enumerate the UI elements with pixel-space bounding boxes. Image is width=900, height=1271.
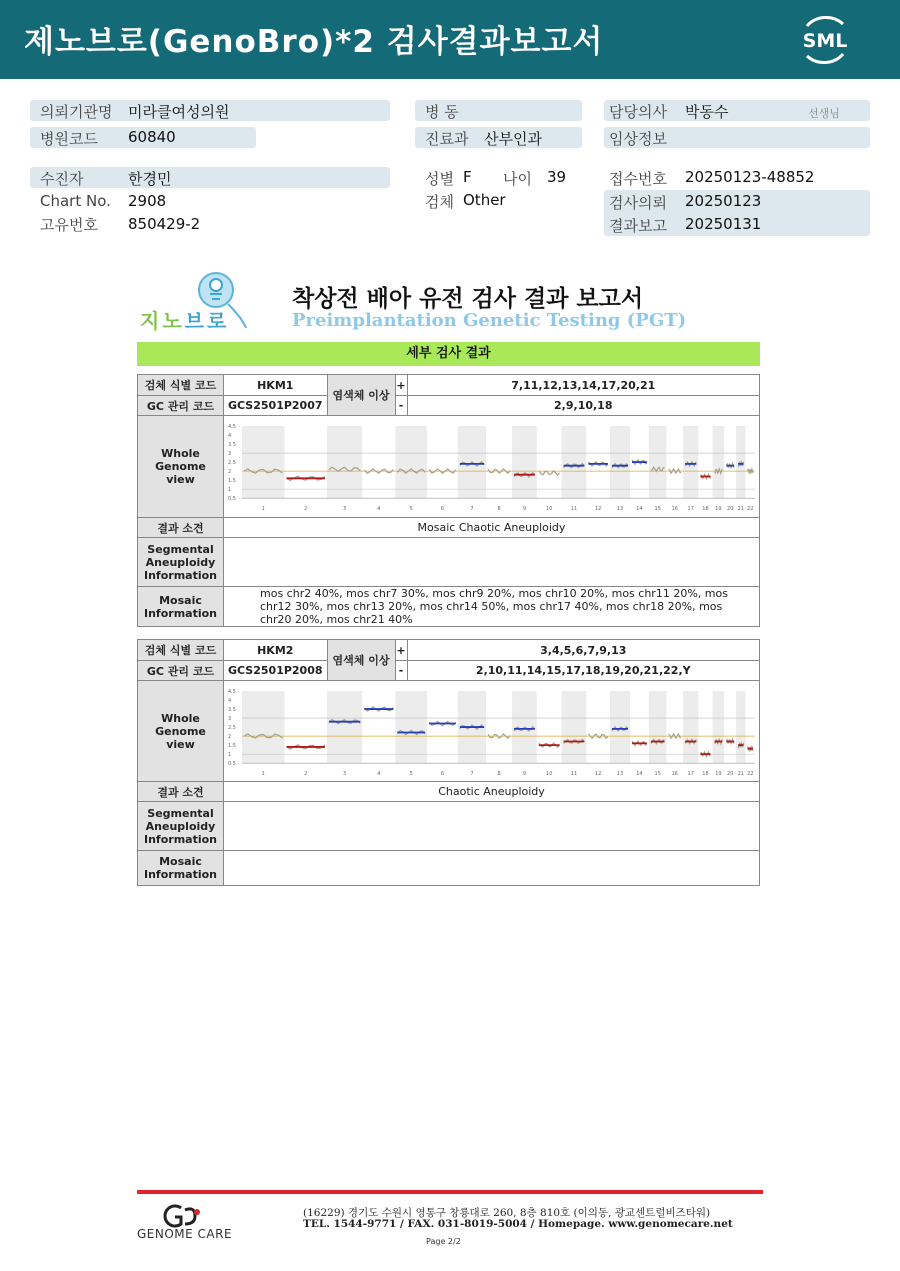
gc-code-label: GC 관리 코드: [138, 396, 224, 416]
chromosome-band: [427, 691, 458, 763]
chromosome-band: [630, 691, 649, 763]
y-tick-label: 0.5: [228, 496, 236, 503]
chromosome-band: [713, 426, 725, 498]
report-date-value: 20250131: [685, 215, 762, 233]
reception-value: 20250123-48852: [685, 168, 815, 186]
x-tick-label: 19: [715, 771, 722, 778]
specimen-value: Other: [463, 191, 506, 209]
x-tick-label: 22: [747, 506, 754, 513]
request-label: 검사의뢰: [609, 194, 667, 212]
x-tick-label: 20: [727, 506, 734, 513]
x-tick-label: 17: [687, 771, 694, 778]
x-tick-label: 8: [497, 506, 501, 513]
x-tick-label: 14: [636, 506, 643, 513]
y-tick-label: 1: [228, 752, 232, 759]
ward-label: 병 동: [425, 103, 459, 121]
x-tick-label: 8: [497, 771, 501, 778]
y-tick-label: 3.5: [228, 707, 236, 714]
y-tick-label: 1.5: [228, 743, 236, 750]
chromosome-band: [486, 691, 512, 763]
x-tick-label: 22: [747, 771, 754, 778]
whole-genome-plot: [226, 418, 757, 514]
report-header-title: 제노브로(GenoBro)*2 검사결과보고서: [24, 24, 604, 60]
chromosome-band: [284, 426, 326, 498]
sample-table: [137, 639, 760, 886]
id-value: 850429-2: [128, 215, 201, 233]
gain-sign: +: [395, 375, 407, 396]
id-code-label: 검체 식별 코드: [138, 640, 224, 661]
chromosome-band: [362, 426, 395, 498]
x-tick-label: 21: [737, 506, 745, 513]
chromosome-band: [512, 426, 537, 498]
chromosome-band: [586, 426, 610, 498]
chromosome-band: [562, 426, 587, 498]
segmental-label: Segmental Aneuploidy Information: [138, 802, 224, 851]
x-tick-label: 15: [654, 506, 661, 513]
chromosome-band: [649, 426, 667, 498]
mosaic-label: Mosaic Information: [138, 851, 224, 886]
report-header: [0, 0, 900, 79]
x-tick-label: 15: [654, 771, 661, 778]
whole-genome-plot: [226, 683, 757, 779]
gc-code-value: GCS2501P2007: [224, 396, 328, 416]
gain-sign: +: [395, 640, 407, 661]
x-tick-label: 1: [261, 771, 265, 778]
chromosome-band: [736, 691, 745, 763]
loss-chromosomes: 2,9,10,18: [407, 396, 759, 416]
id-code-value: HKM2: [224, 640, 328, 661]
loss-chromosomes: 2,10,11,14,15,17,18,19,20,21,22,Y: [407, 661, 759, 681]
loss-sign: -: [395, 396, 407, 416]
x-tick-label: 12: [594, 771, 602, 778]
patient-value: 한경민: [128, 170, 172, 188]
y-tick-label: 0.5: [228, 761, 236, 768]
y-tick-label: 1: [228, 487, 232, 494]
whole-genome-label: Whole Genome view: [138, 416, 224, 518]
x-tick-label: 6: [440, 771, 445, 778]
age-value: 39: [547, 168, 567, 186]
chromosome-band: [746, 691, 755, 763]
x-tick-label: 6: [440, 506, 445, 513]
y-tick-label: 1.5: [228, 478, 236, 485]
x-tick-label: 13: [616, 506, 624, 513]
finding-value: Chaotic Aneuploidy: [224, 782, 760, 802]
y-tick-label: 3.5: [228, 442, 236, 449]
chromosome-band: [667, 691, 684, 763]
x-tick-label: 9: [522, 506, 527, 513]
chromosome-band: [610, 426, 630, 498]
x-tick-label: 16: [671, 506, 678, 513]
segmental-label: Segmental Aneuploidy Information: [138, 538, 224, 587]
sex-value: F: [463, 168, 472, 186]
report-title: 착상전 배아 유전 검사 결과 보고서: [292, 286, 644, 312]
x-tick-label: 16: [671, 771, 678, 778]
x-tick-label: 3: [343, 771, 347, 778]
institution-label: 의뢰기관명: [40, 103, 113, 121]
x-tick-label: 4: [377, 506, 381, 513]
x-tick-label: 5: [409, 771, 413, 778]
chromosome-band: [395, 691, 427, 763]
chromosome-band: [242, 691, 284, 763]
x-tick-label: 3: [343, 506, 347, 513]
x-tick-label: 7: [470, 771, 474, 778]
chromosome-band: [562, 691, 587, 763]
whole-genome-label: Whole Genome view: [138, 681, 224, 782]
x-tick-label: 7: [470, 506, 474, 513]
y-tick-label: 2.5: [228, 725, 236, 732]
finding-label: 결과 소견: [138, 518, 224, 538]
loss-sign: -: [395, 661, 407, 681]
report-date-label: 결과보고: [609, 217, 667, 235]
id-code-value: HKM1: [224, 375, 328, 396]
chromosome-band: [327, 426, 362, 498]
x-tick-label: 11: [570, 771, 578, 778]
dept-value: 산부인과: [484, 130, 542, 148]
segmental-value: [224, 538, 760, 587]
doctor-value: 박동수: [685, 103, 729, 121]
chromosome-band: [649, 691, 667, 763]
chromosome-band: [486, 426, 512, 498]
chromosome-band: [683, 691, 698, 763]
gc-code-value: GCS2501P2008: [224, 661, 328, 681]
specimen-label: 검체: [425, 193, 454, 211]
y-tick-label: 2: [228, 469, 232, 476]
chromosome-band: [746, 426, 755, 498]
sample-table: [137, 374, 760, 627]
institution-value: 미라클여성의원: [128, 103, 230, 121]
page-number: Page 2/2: [426, 1237, 461, 1246]
abnormality-label: 염색체 이상: [327, 375, 395, 416]
doctor-suffix: 선생님: [808, 107, 840, 120]
hospital-code-label: 병원코드: [40, 130, 98, 148]
chromosome-band: [586, 691, 610, 763]
chart-label: Chart No.: [40, 192, 111, 210]
x-tick-label: 11: [570, 506, 578, 513]
mosaic-value: [224, 851, 760, 886]
report-subtitle: Preimplantation Genetic Testing (PGT): [292, 310, 687, 331]
y-tick-label: 4.5: [228, 424, 236, 431]
doctor-label: 담당의사: [609, 103, 667, 121]
mosaic-label: Mosaic Information: [138, 587, 224, 627]
chromosome-band: [427, 426, 458, 498]
chromosome-band: [713, 691, 725, 763]
chromosome-band: [327, 691, 362, 763]
chart-value: 2908: [128, 192, 167, 210]
sml-logo-text: SML: [802, 30, 848, 52]
chromosome-band: [537, 426, 562, 498]
y-tick-label: 3: [228, 716, 232, 723]
y-tick-label: 2: [228, 734, 232, 741]
chromosome-band: [724, 426, 736, 498]
chromosome-band: [667, 426, 684, 498]
genome-care-name: GENOME CARE: [137, 1227, 233, 1241]
x-tick-label: 21: [737, 771, 745, 778]
x-tick-label: 10: [546, 771, 553, 778]
hospital-code-value: 60840: [128, 128, 176, 146]
finding-label: 결과 소견: [138, 782, 224, 802]
sex-label: 성별: [425, 170, 454, 188]
x-tick-label: 10: [546, 506, 553, 513]
request-value: 20250123: [685, 192, 762, 210]
footer-address: (16229) 경기도 수원시 영통구 창룡대로 260, 8층 810호 (이의동, 광교센트럴비즈타워): [303, 1207, 711, 1219]
chromosome-band: [362, 691, 395, 763]
x-tick-label: 17: [687, 506, 694, 513]
dept-label: 진료과: [425, 130, 469, 148]
chromosome-band: [698, 426, 712, 498]
x-tick-label: 20: [727, 771, 734, 778]
footer-divider: [137, 1190, 763, 1194]
y-tick-label: 4: [228, 433, 232, 440]
x-tick-label: 18: [702, 506, 709, 513]
y-tick-label: 4.5: [228, 689, 236, 696]
gc-code-label: GC 관리 코드: [138, 661, 224, 681]
gain-chromosomes: 3,4,5,6,7,9,13: [407, 640, 759, 661]
genobro-logo-text: 지노브로: [140, 309, 230, 333]
x-tick-label: 2: [304, 506, 308, 513]
finding-value: Mosaic Chaotic Aneuploidy: [224, 518, 760, 538]
section-title: 세부 검사 결과: [137, 342, 760, 366]
chromosome-band: [242, 426, 284, 498]
age-label: 나이: [503, 170, 532, 188]
abnormality-label: 염색체 이상: [327, 640, 395, 681]
y-tick-label: 3: [228, 451, 232, 458]
sml-logo-icon: [793, 12, 857, 68]
y-tick-label: 4: [228, 698, 232, 705]
y-tick-label: 2.5: [228, 460, 236, 467]
patient-label: 수진자: [40, 170, 84, 188]
x-tick-label: 9: [522, 771, 527, 778]
mosaic-value: mos chr2 40%, mos chr7 30%, mos chr9 20%, mos chr10 20%, mos chr11 20%, mos chr12 30%, mos chr13 20%, mos chr14 50%, mos chr17 40%, mos chr18 20%, mos chr20 20%, mos chr21 40%: [224, 587, 760, 627]
chromosome-band: [724, 691, 736, 763]
x-tick-label: 2: [304, 771, 308, 778]
id-label: 고유번호: [40, 216, 98, 234]
chromosome-band: [395, 426, 427, 498]
x-tick-label: 14: [636, 771, 643, 778]
x-tick-label: 12: [594, 506, 602, 513]
chromosome-band: [537, 691, 562, 763]
x-tick-label: 4: [377, 771, 381, 778]
clinical-label: 임상정보: [609, 130, 667, 148]
footer-contact: TEL. 1544-9771 / FAX. 031-8019-5004 / Homepage. www.genomecare.net: [303, 1218, 733, 1230]
gain-chromosomes: 7,11,12,13,14,17,20,21: [407, 375, 759, 396]
x-tick-label: 13: [616, 771, 624, 778]
x-tick-label: 5: [409, 506, 413, 513]
x-tick-label: 18: [702, 771, 709, 778]
id-code-label: 검체 식별 코드: [138, 375, 224, 396]
chromosome-band: [284, 691, 326, 763]
x-tick-label: 19: [715, 506, 722, 513]
segmental-value: [224, 802, 760, 851]
x-tick-label: 1: [261, 506, 265, 513]
info-bar: [30, 167, 390, 188]
reception-label: 접수번호: [609, 170, 667, 188]
